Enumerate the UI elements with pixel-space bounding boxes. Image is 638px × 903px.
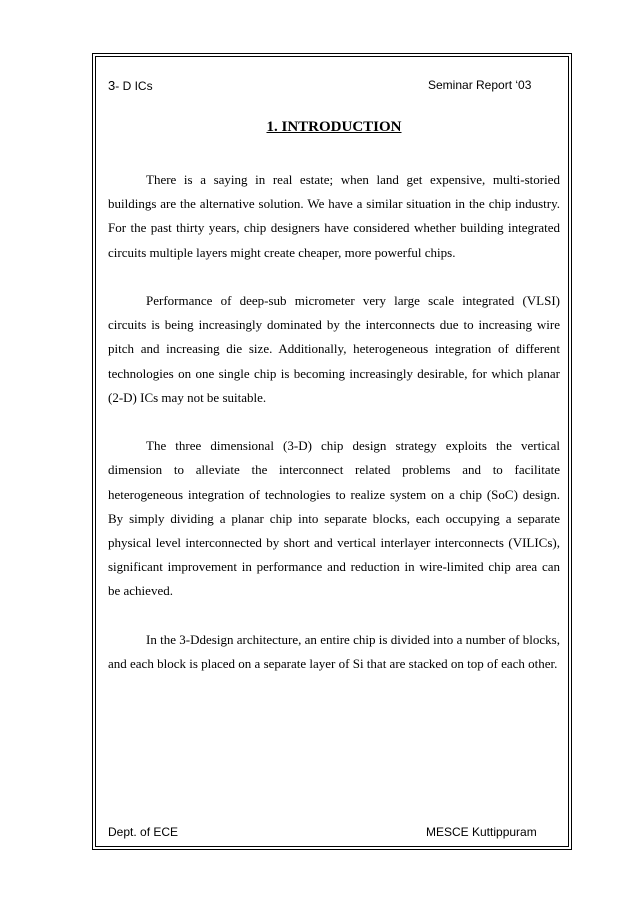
paragraph-3: The three dimensional (3-D) chip design strategy exploits the vertical dimension to alleviate the interconnect related problems and to facilitate heterogeneous integration of technologies to realize system on a chip (SoC) design. By simply dividing a planar chip into separate blocks, each occupying a separate physical level interconnected by short and vertical interlayer interconnects (VILICs), significant improvement in performance and reduction in wire-limited chip area can be achieved. (108, 438, 560, 599)
paragraph-1: There is a saying in real estate; when land get expensive, multi-storied buildings are the alternative solution. We have a similar situation in the chip industry. For the past thirty years, chip designers have considered whether building integrated circuits multiple layers might create cheaper, more powerful chips. (108, 172, 560, 260)
section-title: 1. INTRODUCTION (266, 119, 402, 135)
header-left (108, 78, 153, 93)
body-text (108, 168, 560, 700)
header-report-label: Seminar Report ‘03 (428, 78, 532, 92)
paragraph-4: In the 3-Ddesign architecture, an entire chip is divided into a number of blocks, and each block is placed on a separate layer of Si that are stacked on top of each other. (108, 631, 560, 672)
header-number: 3 (108, 78, 116, 93)
paragraph-2: Performance of deep-sub micrometer very large scale integrated (VLSI) circuits is being increasingly dominated by the interconnects due to increasing wire pitch and increasing die size. Additionally, heterogeneous integration of different technologies on one single chip is becoming increasingly desirable, for which planar (2-D) ICs may not be suitable. (108, 293, 560, 405)
header-title: - D ICs (115, 79, 153, 93)
footer-institution: MESCE Kuttippuram (426, 825, 537, 839)
footer-department: Dept. of ECE (108, 825, 179, 839)
